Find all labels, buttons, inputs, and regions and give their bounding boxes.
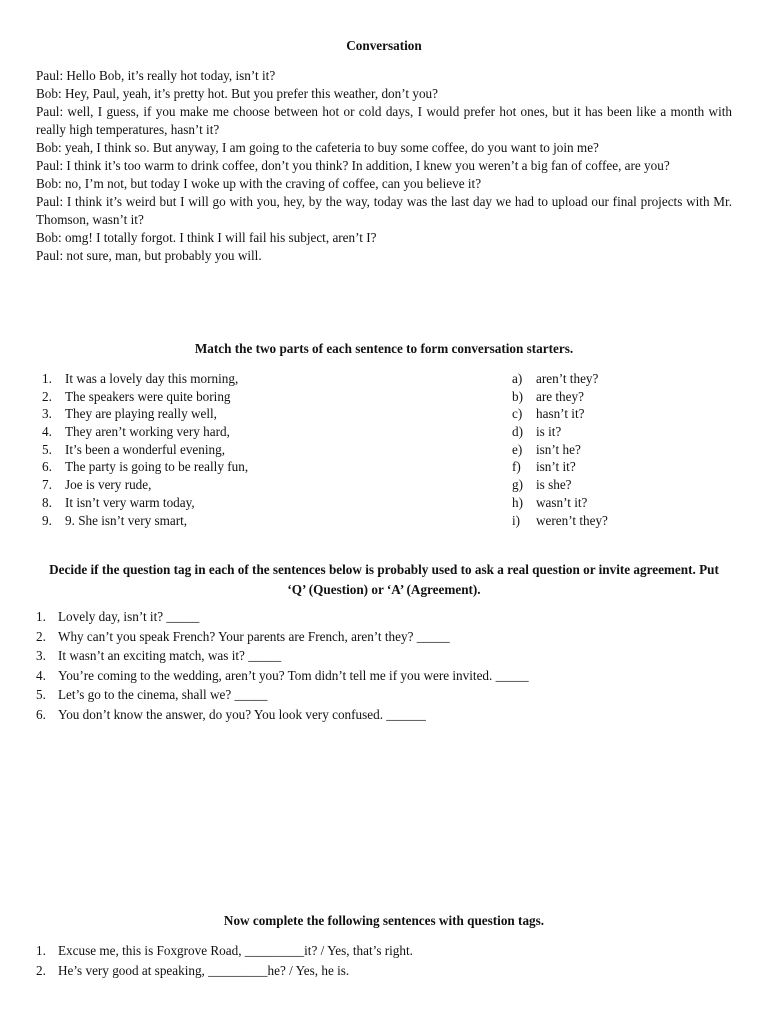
match-instructions: Match the two parts of each sentence to form conversation starters. [194,341,574,356]
match-list [0,370,768,529]
list-item [0,646,768,666]
match-number: 4. [42,424,52,440]
dialogue-line: Paul: Hello Bob, it’s really hot today, isn’t it? [36,68,276,83]
match-left-part: Joe is very rude, [65,477,152,493]
item-number: 3. [36,648,46,663]
match-left-part: They are playing really well, [65,406,217,422]
match-letter: b) [512,388,523,404]
match-row [0,370,768,388]
match-right-part: weren’t they? [536,512,608,528]
match-letter: g) [512,477,523,493]
match-number: 9. [42,512,52,528]
match-left-part: The speakers were quite boring [65,388,231,404]
item-text: Excuse me, this is Foxgrove Road, _________it? / Yes, that’s right. [58,943,413,958]
item-text: Lovely day, isn’t it? _____ [58,609,200,624]
match-left-part: They aren’t working very hard, [65,424,230,440]
match-number: 2. [42,388,52,404]
match-left-part: 9. She isn’t very smart, [65,512,188,528]
item-number: 1. [36,609,46,624]
item-text: Why can’t you speak French? Your parents are French, aren’t they? _____ [58,628,450,644]
list-item [0,941,768,961]
match-right-part: isn’t it? [536,459,576,475]
match-letter: d) [512,424,523,440]
match-number: 6. [42,459,52,475]
conversation-title: Conversation [346,38,422,53]
list-item [0,961,768,981]
match-number: 8. [42,494,52,510]
item-text: You don’t know the answer, do you? You look very confused. ______ [58,706,426,722]
match-letter: c) [512,406,523,422]
match-number: 7. [42,477,52,493]
match-letter: h) [512,494,523,510]
decide-instructions: Decide if the question tag in each of the sentences below is probably used to ask a real question or invite agreement. Put ‘Q’ (Question) or ‘A’ (Agreement). [49,562,719,597]
match-left-part: It’s been a wonderful evening, [65,441,226,457]
match-number: 1. [42,371,52,386]
item-number: 1. [36,943,46,958]
list-item [0,685,768,705]
list-item [0,705,768,725]
match-right-part: wasn’t it? [536,494,588,510]
item-number: 2. [36,962,46,978]
match-right-part: isn’t he? [536,441,581,457]
match-row [0,458,768,476]
match-letter: e) [512,441,523,457]
item-number: 6. [36,706,46,722]
match-right-part: are they? [536,388,584,404]
complete-list [0,941,768,980]
list-item [0,627,768,647]
match-right-part: is it? [536,424,562,440]
match-letter: a) [512,371,523,386]
item-text: You’re coming to the wedding, aren’t you? Tom didn’t tell me if you were invited. _____ [58,667,529,683]
match-row [0,405,768,423]
match-right-part: hasn’t it? [536,406,585,422]
match-row [0,512,768,530]
match-row [0,476,768,494]
dialogue-line: Paul: I think it’s too warm to drink coffee, don’t you think? In addition, I knew you weren’t a big fan of coffee, are you? [36,158,670,173]
dialogue-line: Bob: omg! I totally forgot. I think I will fail his subject, aren’t I? [36,230,377,245]
match-row [0,441,768,459]
dialogue-line: Bob: no, I’m not, but today I woke up with the craving of coffee, can you believe it? [36,176,482,191]
match-left-part: It isn’t very warm today, [65,494,195,510]
match-number: 3. [42,406,52,422]
match-right-part: aren’t they? [536,371,599,386]
dialogue-line: Bob: yeah, I think so. But anyway, I am going to the cafeteria to buy some coffee, do you want to join me? [36,140,599,155]
item-number: 5. [36,687,46,702]
match-left-part: It was a lovely day this morning, [65,371,239,386]
decide-list [0,607,768,724]
item-number: 2. [36,628,46,644]
list-item [0,607,768,627]
complete-instructions: Now complete the following sentences with question tags. [223,913,545,928]
match-left-part: The party is going to be really fun, [65,459,249,475]
conversation-dialogue [36,67,732,265]
dialogue-line: Paul: not sure, man, but probably you will. [36,248,262,263]
item-number: 4. [36,667,46,683]
match-right-part: is she? [536,477,572,493]
item-text: He’s very good at speaking, _________he? / Yes, he is. [58,962,350,978]
item-text: It wasn’t an exciting match, was it? _____ [58,648,282,663]
item-text: Let’s go to the cinema, shall we? _____ [58,687,268,702]
match-number: 5. [42,441,52,457]
dialogue-line: Bob: Hey, Paul, yeah, it’s pretty hot. But you prefer this weather, don’t you? [36,86,438,101]
match-letter: i) [512,512,521,528]
match-row [0,423,768,441]
match-row [0,494,768,512]
dialogue-line: Paul: well, I guess, if you make me choose between hot or cold days, I would prefer hot ones, but it has been like a month with really high temperatures, hasn’t it? [36,104,732,137]
list-item [0,666,768,686]
match-letter: f) [512,459,521,475]
dialogue-line: Paul: I think it’s weird but I will go with you, hey, by the way, today was the last day we had to upload our final projects with Mr. Thomson, wasn’t it? [36,194,732,227]
match-row [0,388,768,406]
